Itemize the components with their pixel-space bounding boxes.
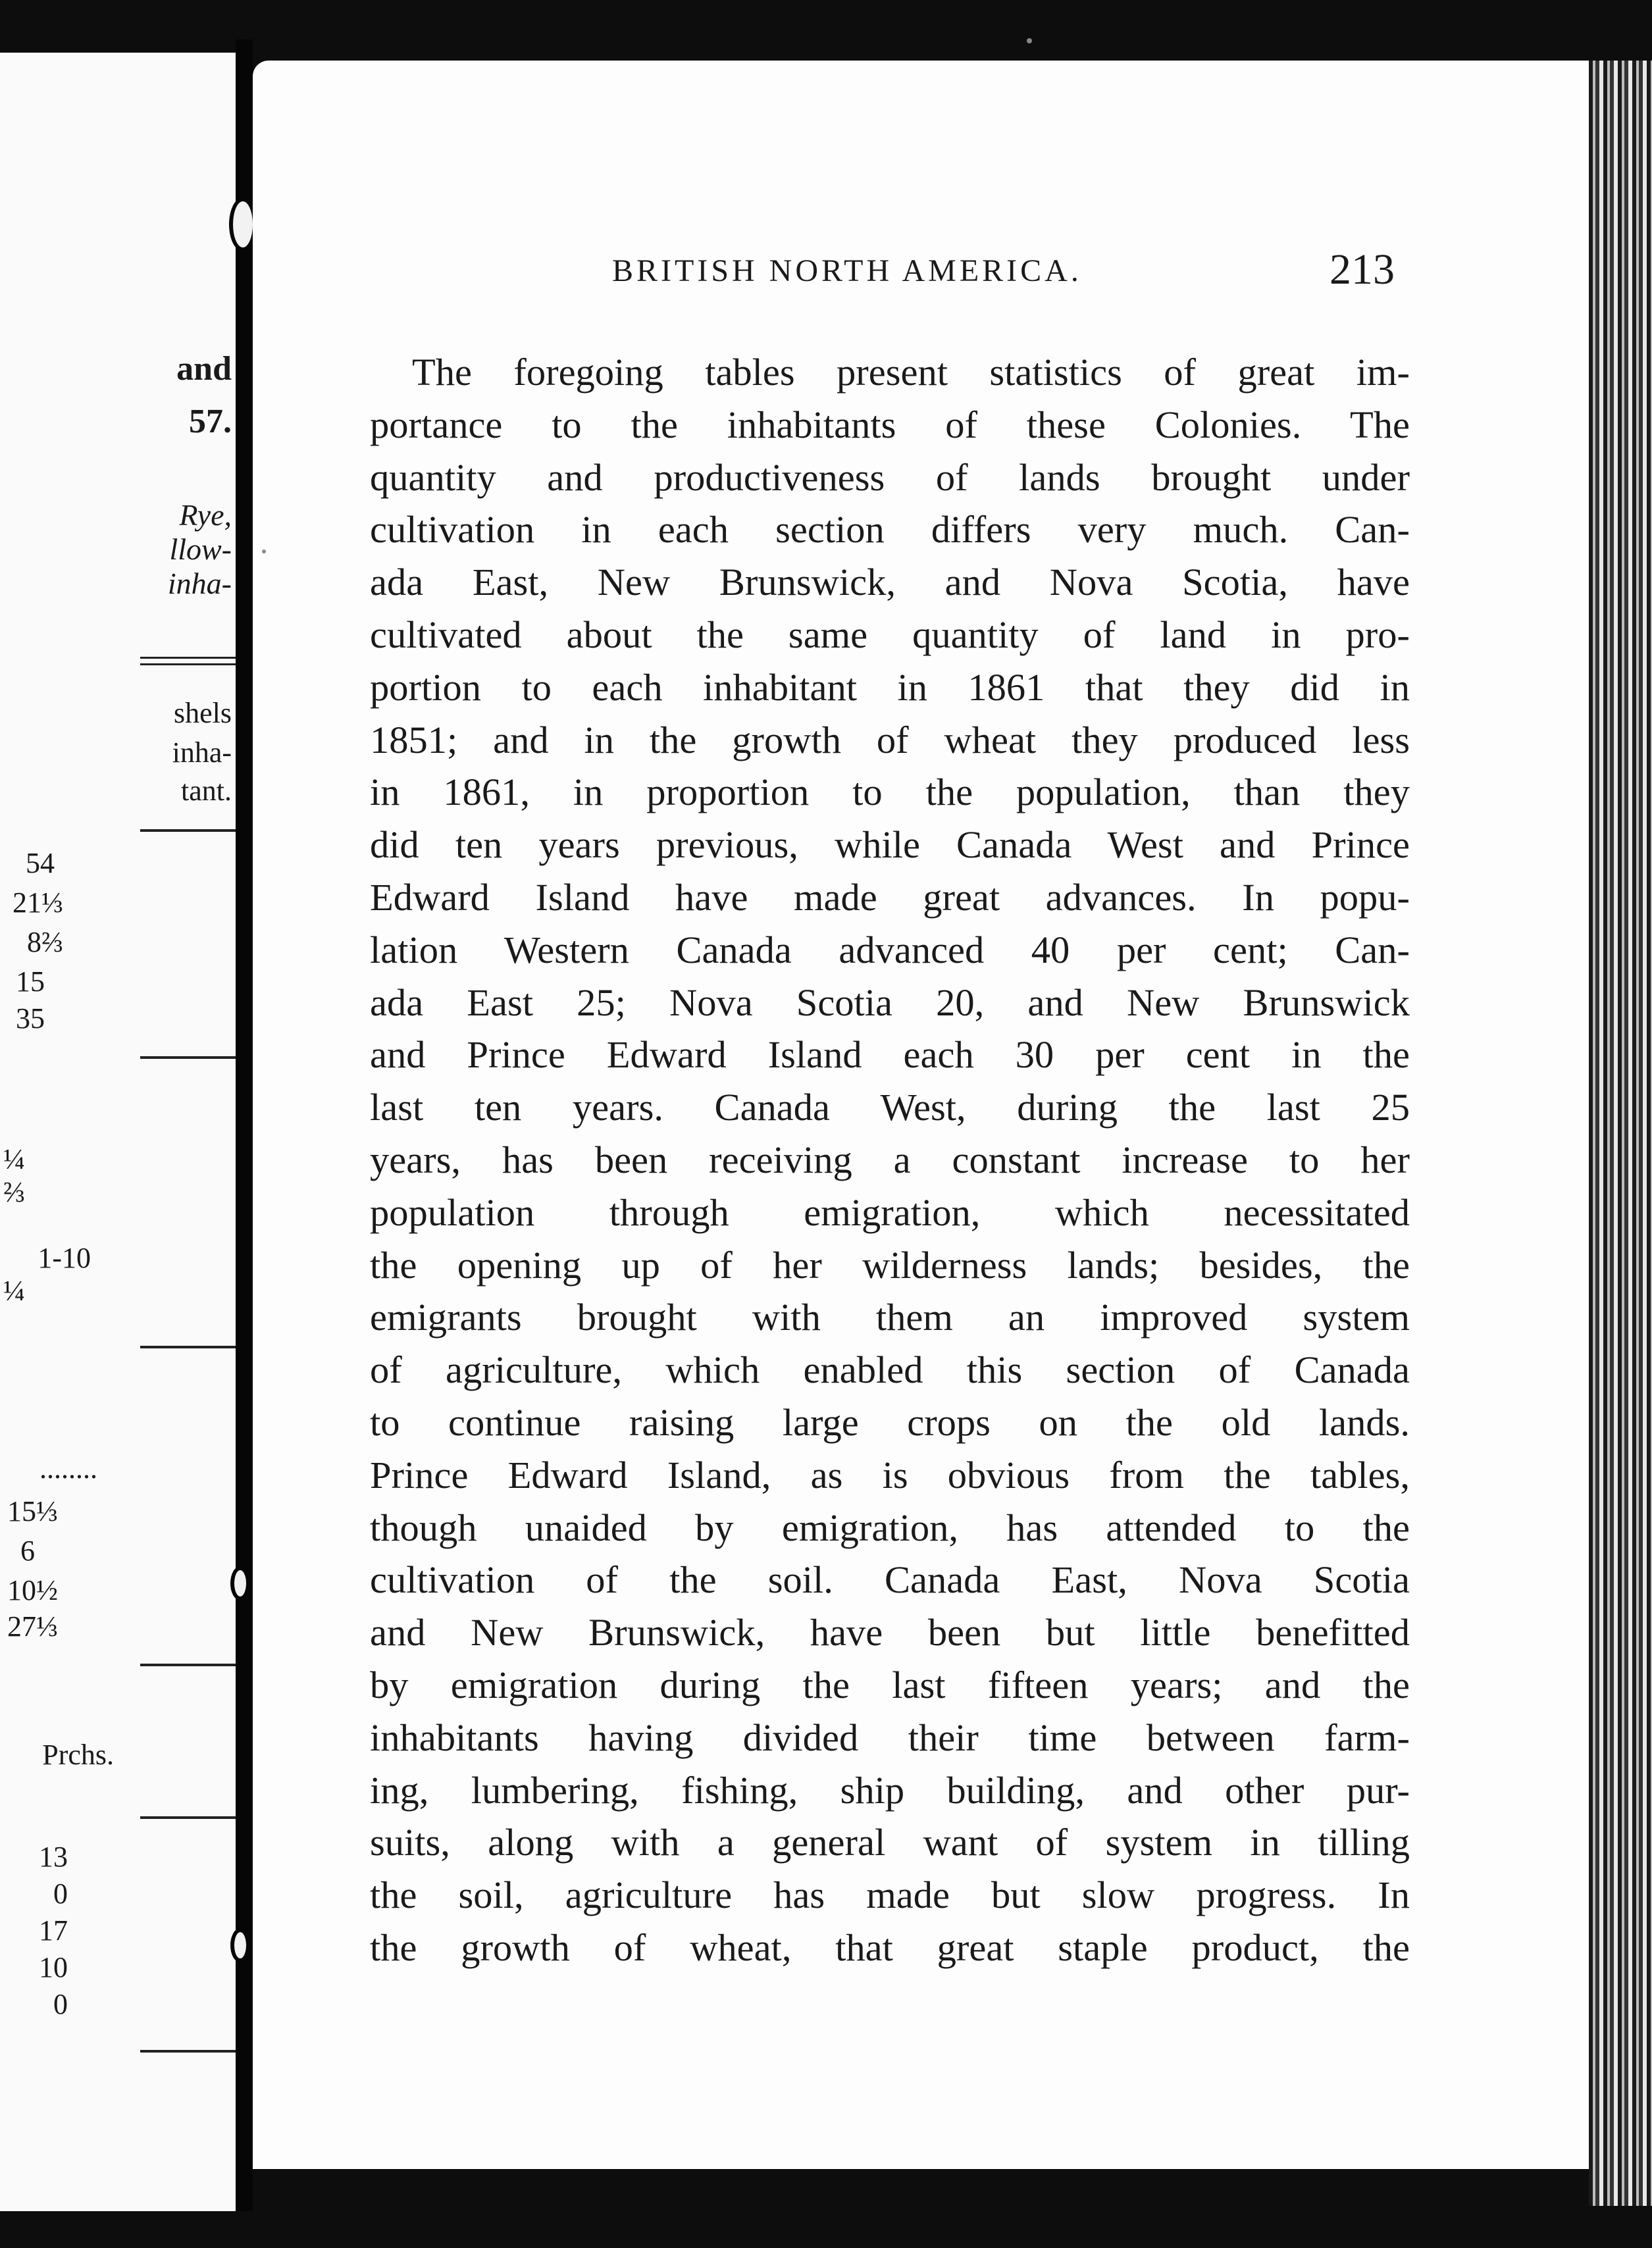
text-line: The foregoing tables present statistics of great im- [412,351,1410,394]
facing-page-text: ........ [39,1452,97,1485]
text-line: and New Brunswick, have been but little benefitted [370,1611,1410,1654]
table-rule [140,1664,236,1666]
text-line: did ten years previous, while Canada West and Prince [370,823,1410,867]
facing-page-text: 0 [53,1988,68,2020]
text-line: years, has been receiving a constant increase to her [370,1138,1410,1181]
text-line: Edward Island have made great advances. In popu- [370,875,1410,919]
facing-page-text: 10½ [7,1574,58,1606]
facing-page-text: 1-10 [38,1242,91,1274]
scan-speck [1027,38,1032,43]
facing-page-text: 35 [16,1002,45,1035]
text-line: though unaided by emigration, has attended to the [370,1506,1410,1549]
facing-page-text: 15 [16,965,45,998]
facing-page-text: tant. [181,775,232,807]
book-gutter [236,39,253,2211]
facing-page-text: 27⅓ [7,1610,58,1643]
facing-page-text: llow- [169,532,232,566]
facing-page-text: 13 [39,1841,68,1873]
table-rule [140,1346,236,1348]
text-line: suits, along with a general want of system in tilling [370,1821,1410,1864]
facing-page-text: 0 [53,1878,68,1910]
facing-page-text: ¼ [3,1143,25,1175]
facing-page-text: 54 [26,847,55,879]
text-line: by emigration during the last fifteen years; and the [370,1663,1410,1706]
text-line: and Prince Edward Island each 30 per cent in the [370,1033,1410,1077]
facing-page-text: 15⅓ [7,1495,58,1527]
text-line: last ten years. Canada West, during the last 25 [370,1086,1410,1129]
text-line: in 1861, in proportion to the population, than they [370,771,1410,814]
text-line: ing, lumbering, fishing, ship building, and other pur- [370,1768,1410,1812]
page-number: 213 [1329,245,1395,294]
text-line: inhabitants having divided their time between farm- [370,1716,1410,1759]
text-line: the growth of wheat, that great staple product, the [370,1926,1410,1969]
table-rule [140,829,236,832]
facing-page-text: 10 [39,1951,68,1983]
text-line: Prince Edward Island, as is obvious from the tables, [370,1453,1410,1496]
facing-page-text: 17 [39,1914,68,1947]
text-line: emigrants brought with them an improved system [370,1296,1410,1339]
facing-page-text: 6 [20,1535,35,1567]
text-line: the soil, agriculture has made but slow progress. In [370,1874,1410,1917]
table-rule [140,2050,236,2053]
text-line: cultivation in each section differs very much. Can- [370,508,1410,551]
page-edge-stack [1589,61,1652,2206]
facing-page-text: ⅔ [3,1176,25,1208]
binding-thread-knot [230,1566,250,1600]
table-rule [140,1056,236,1059]
facing-page-text: and [176,350,232,388]
text-line: to continue raising large crops on the old lands. [370,1400,1410,1444]
facing-page-text: 8⅔ [27,926,63,958]
scan-speck [262,549,266,553]
text-line: portion to each inhabitant in 1861 that they did in [370,665,1410,709]
text-line: ada East, New Brunswick, and Nova Scotia, have [370,561,1410,604]
facing-page-fragment [0,53,236,2211]
binding-thread-knot [230,1928,250,1962]
text-line: lation Western Canada advanced 40 per cent; Can- [370,928,1410,971]
facing-page-text: inha- [167,567,232,600]
running-title: BRITISH NORTH AMERICA. [612,253,1082,288]
table-rule [140,657,236,659]
text-line: cultivation of the soil. Canada East, Nova Scotia [370,1558,1410,1602]
text-line: ada East 25; Nova Scotia 20, and New Brunswick [370,981,1410,1024]
facing-page-text: Prchs. [42,1739,114,1771]
text-line: 1851; and in the growth of wheat they produced less [370,718,1410,761]
facing-page-text: inha- [172,736,232,769]
body-paragraph [370,346,1410,1974]
text-line: cultivated about the same quantity of land in pro- [370,613,1410,656]
facing-page-text: ¼ [3,1275,25,1307]
facing-page-text: 57. [189,403,232,440]
table-rule [140,1816,236,1819]
facing-page-text: 21⅓ [13,886,63,919]
text-line: quantity and productiveness of lands brought under [370,455,1410,499]
facing-page-text: Rye, [179,498,232,532]
text-line: portance to the inhabitants of these Colonies. The [370,403,1410,446]
facing-page-text: shels [174,697,232,729]
text-line: population through emigration, which necessitated [370,1190,1410,1234]
text-line: of agriculture, which enabled this section of Canada [370,1348,1410,1392]
text-line: the opening up of her wilderness lands; besides, the [370,1243,1410,1287]
